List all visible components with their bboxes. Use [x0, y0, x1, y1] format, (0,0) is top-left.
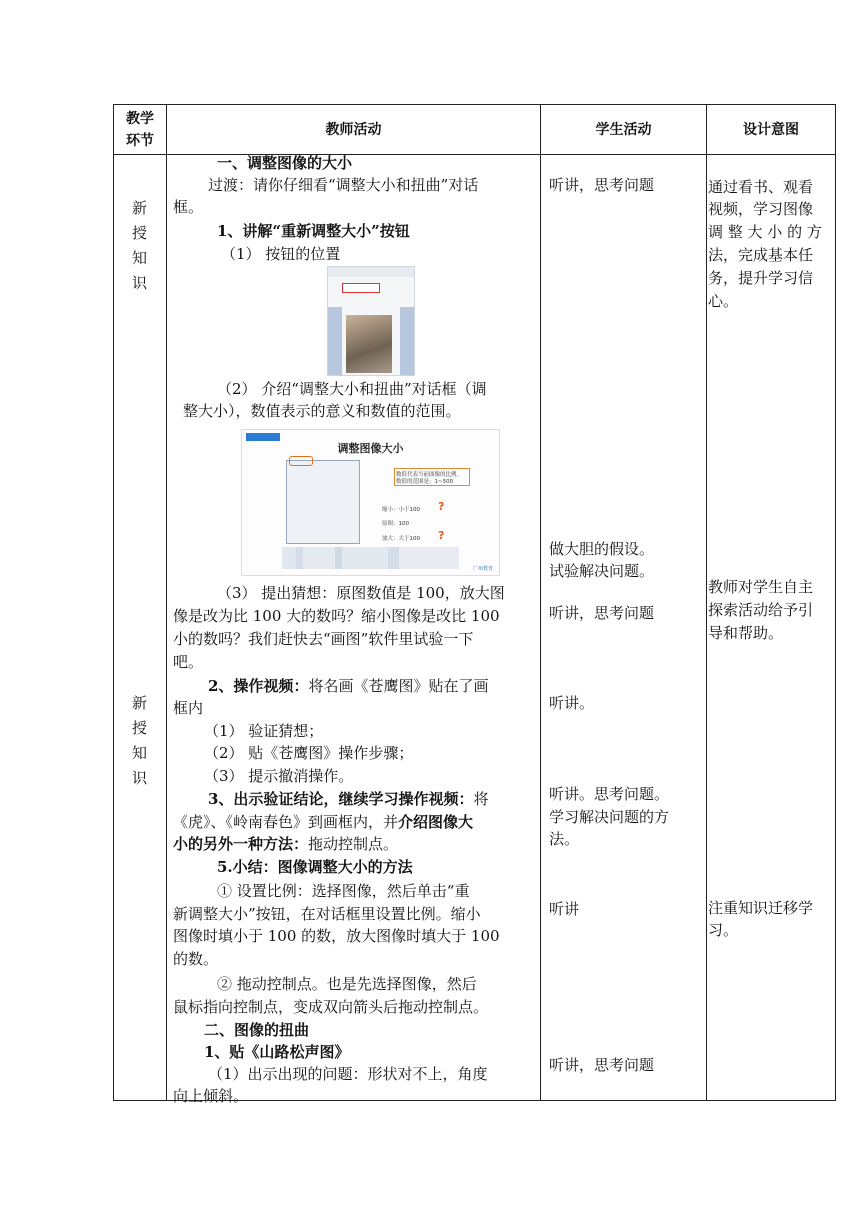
design-intent: 注重知识迁移学 — [708, 899, 814, 917]
slide-original: 原图：100 — [382, 521, 409, 527]
text-line-conclusion: 3、出示验证结论，继续学习操作视频：将 — [208, 790, 489, 808]
slide-enlarge: 放大：大于100 — [382, 536, 420, 542]
subheading-paste-image: 1、贴《山路松声图》 — [204, 1043, 350, 1061]
text-line: （2） 介绍“调整大小和扭曲”对话框（调 — [217, 380, 487, 398]
subheading-summary: 5.小结：图像调整大小的方法 — [217, 858, 413, 876]
header-teacher: 教师活动 — [325, 121, 382, 138]
text-line: 向上倾斜。 — [173, 1087, 249, 1105]
subheading-resize-button: 1、讲解“重新调整大小”按钮 — [217, 222, 410, 240]
student-activity: 听讲 — [549, 900, 580, 918]
student-activity: 做大胆的假设。 — [549, 540, 655, 558]
text-line: 吧。 — [173, 653, 204, 671]
slide-shrink: 缩小：小于100 — [382, 507, 420, 513]
design-intent: 教师对学生自主 — [708, 578, 814, 596]
text-line: 小的数吗？我们赶快去“画图”软件里试验一下 — [173, 630, 474, 648]
text-line: 图像时填小于 100 的数，放大图像时填大于 100 — [173, 927, 500, 945]
design-intent: 探索活动给予引 — [708, 601, 814, 619]
student-activity: 试验解决问题。 — [549, 562, 655, 580]
section-label-new-knowledge-2: 新 授 知 识 — [131, 694, 147, 787]
text-line: （1） 按钮的位置 — [221, 245, 341, 263]
text-line: （1）出示出现的问题：形状对不上，角度 — [208, 1065, 488, 1083]
screenshot-resize-dialog-slide — [241, 429, 500, 576]
heading-distort: 二、图像的扭曲 — [204, 1021, 310, 1039]
slide-note-1: 数值代表当前图像的比例。 — [396, 472, 463, 478]
text-line: ① 设置比例：选择图像，然后单击“重 — [217, 882, 470, 900]
design-intent: 视频，学习图像 — [708, 200, 814, 218]
design-intent: 调 整 大 小 的 方 — [708, 223, 822, 241]
header-phase: 教学 环节 — [126, 110, 154, 149]
text-line: 过渡：请你仔细看“调整大小和扭曲”对话 — [208, 176, 479, 194]
text-line: 的数。 — [173, 950, 219, 968]
design-intent: 务，提升学习信 — [708, 269, 814, 287]
text-line: 小的另外一种方法：拖动控制点。 — [173, 835, 399, 853]
text-line: （1） 验证猜想； — [204, 722, 324, 740]
student-activity: 听讲，思考问题 — [549, 604, 655, 622]
text-line: 鼠标指向控制点，变成双向箭头后拖动控制点。 — [173, 998, 489, 1016]
design-intent: 通过看书、观看 — [708, 178, 814, 196]
header-intent: 设计意图 — [743, 121, 799, 138]
screenshot-resize-button — [327, 266, 415, 376]
student-activity: 听讲。思考问题。 — [549, 785, 670, 803]
design-intent: 心。 — [708, 292, 739, 310]
text-line: 像是改为比 100 大的数吗？缩小图像是改比 100 — [173, 607, 500, 625]
text-line: （3） 提出猜想：原图数值是 100，放大图 — [217, 584, 505, 602]
student-activity: 法。 — [549, 830, 580, 848]
city-skyline-graphic — [282, 547, 459, 569]
text-line: 框内 — [173, 699, 204, 717]
student-activity: 听讲。 — [549, 694, 595, 712]
text-line: ② 拖动控制点。也是先选择图像，然后 — [217, 975, 477, 993]
slide-title: 调整图像大小 — [337, 442, 404, 455]
design-intent: 导和帮助。 — [708, 624, 784, 642]
highlight-arrow — [289, 456, 313, 466]
text-line: 框。 — [173, 198, 204, 216]
section-label-new-knowledge-1: 新 授 知 识 — [131, 199, 147, 292]
heading-resize: 一、调整图像的大小 — [217, 154, 353, 172]
slide-note-2: 数值的范围是：1~500 — [396, 479, 454, 485]
dialog-image — [286, 460, 360, 544]
slide-brand: 广州教育 — [472, 566, 493, 572]
text-line: （2） 贴《苍鹰图》操作步骤； — [204, 744, 414, 762]
question-mark-icon: ? — [438, 529, 445, 542]
text-line: 整大小），数值表示的意义和数值的范围。 — [183, 402, 461, 420]
design-intent: 习。 — [708, 921, 739, 939]
text-line: （3） 提示撤消操作。 — [204, 767, 354, 785]
design-intent: 法，完成基本任 — [708, 246, 814, 264]
text-line: 新调整大小”按钮，在对话框里设置比例。缩小 — [173, 905, 481, 923]
text-line: 《虎》、《岭南春色》到画框内，并介绍图像大 — [173, 813, 474, 831]
student-activity: 听讲，思考问题 — [549, 176, 655, 194]
question-mark-icon: ? — [438, 500, 445, 513]
student-activity: 听讲，思考问题 — [549, 1056, 655, 1074]
student-activity: 学习解决问题的方 — [549, 808, 670, 826]
header-student: 学生活动 — [595, 121, 652, 138]
text-line-operation-video: 2、操作视频：将名画《苍鹰图》贴在了画 — [208, 677, 489, 695]
